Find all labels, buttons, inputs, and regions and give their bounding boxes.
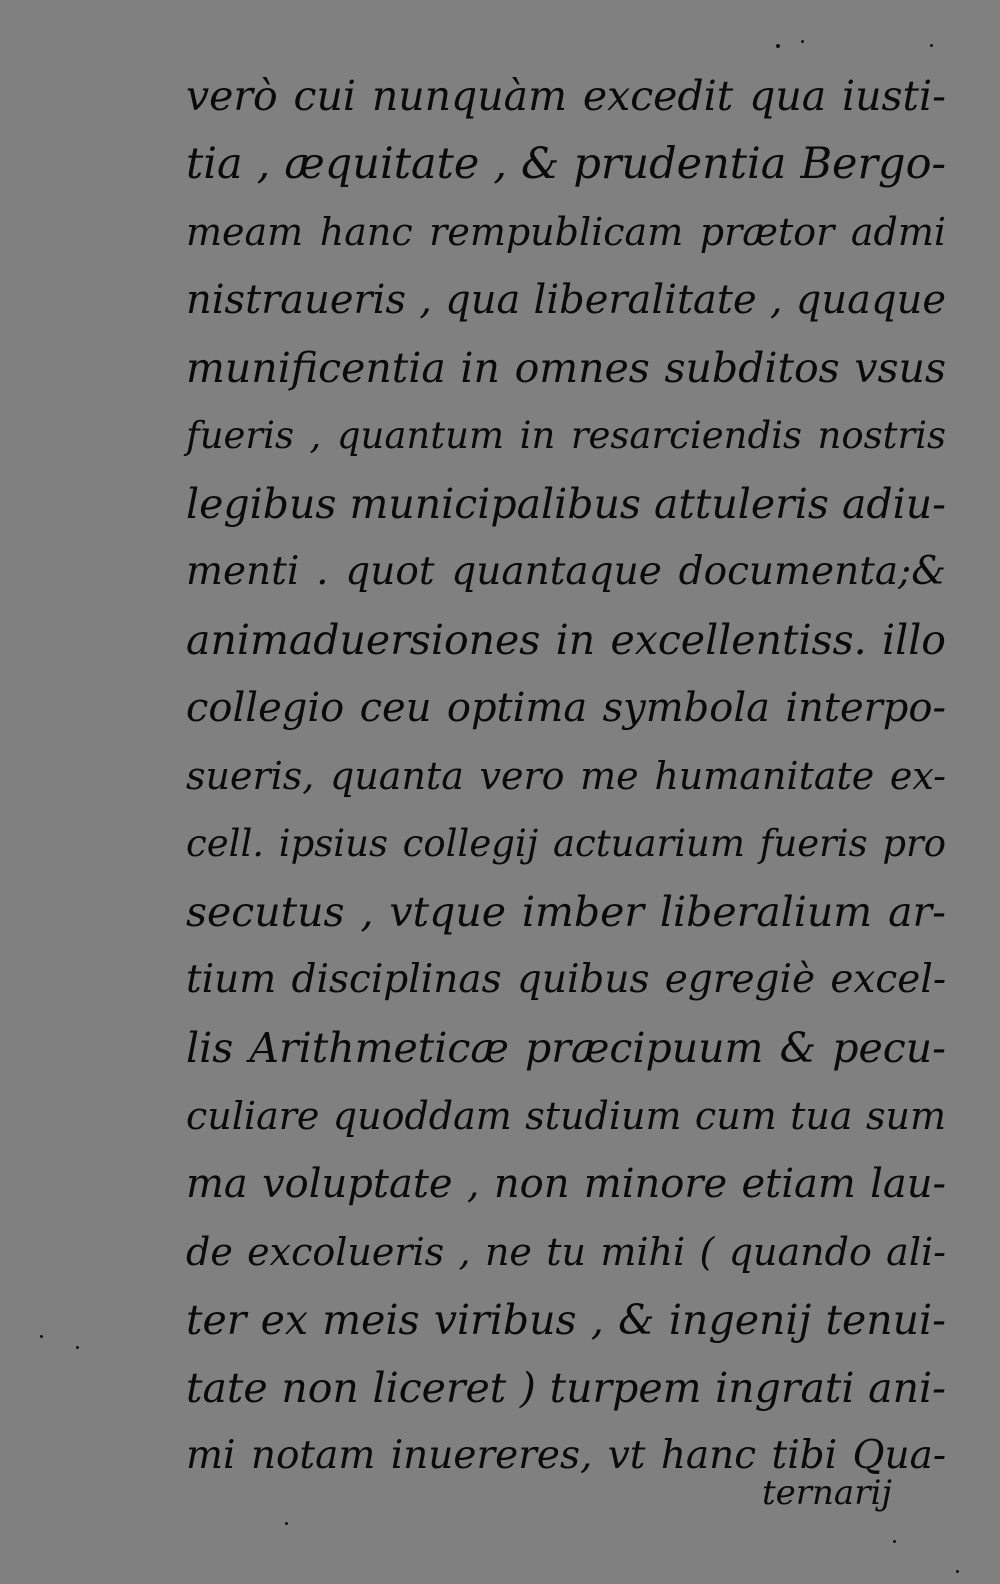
body-text <box>186 62 946 1490</box>
scan-speck <box>76 1346 79 1349</box>
scan-speck <box>930 44 933 47</box>
scan-speck <box>956 1570 959 1573</box>
text-line-21: mi notam inuereres, vt hanc tibi Qua- <box>186 1433 946 1478</box>
scan-speck <box>776 44 780 48</box>
text-line-9: animaduersiones in excellentiss. illo <box>186 616 946 664</box>
text-line-8: menti . quot quantaque documenta;& <box>186 549 946 594</box>
scan-speck <box>893 1540 896 1543</box>
text-line-19: ter ex meis viribus , & ingenij tenui- <box>186 1296 946 1344</box>
text-line-4: nistraueris , qua liberalitate , quaque <box>186 277 946 323</box>
scan-speck <box>801 40 804 43</box>
text-line-15: lis Arithmeticæ præcipuum & pecu- <box>186 1024 946 1072</box>
text-line-12: cell. ipsius collegij actuarium fueris pro <box>186 822 946 865</box>
text-line-14: tium disciplinas quibus egregiè excel- <box>186 957 946 1002</box>
text-line-20: tate non liceret ) turpem ingrati ani- <box>186 1364 946 1412</box>
text-line-17: ma voluptate , non minore etiam lau- <box>186 1161 946 1207</box>
text-line-11: sueris, quanta vero me humanitate ex- <box>186 754 946 798</box>
text-line-16: culiare quoddam studium cum tua sum <box>186 1094 946 1138</box>
text-line-13: secutus , vtque imber liberalium ar- <box>186 888 946 936</box>
text-line-7: legibus municipalibus attuleris adiu- <box>186 480 947 528</box>
text-line-5: munificentia in omnes subditos vsus <box>186 344 946 392</box>
text-line-2: tia , æquitate , & prudentia Bergo- <box>186 139 946 189</box>
text-line-6: fueris , quantum in resarciendis nostris <box>186 414 946 457</box>
text-line-3: meam hanc rempublicam prætor admi <box>186 210 946 254</box>
text-line-1: verò cui nunquàm excedit qua iusti- <box>186 72 946 120</box>
scan-speck <box>285 1522 288 1525</box>
text-line-18: de excolueris , ne tu mihi ( quando ali- <box>186 1230 946 1274</box>
text-line-10: collegio ceu optima symbola interpo- <box>186 685 946 731</box>
scan-speck <box>40 1335 43 1338</box>
catchword: ternarij <box>762 1473 892 1513</box>
